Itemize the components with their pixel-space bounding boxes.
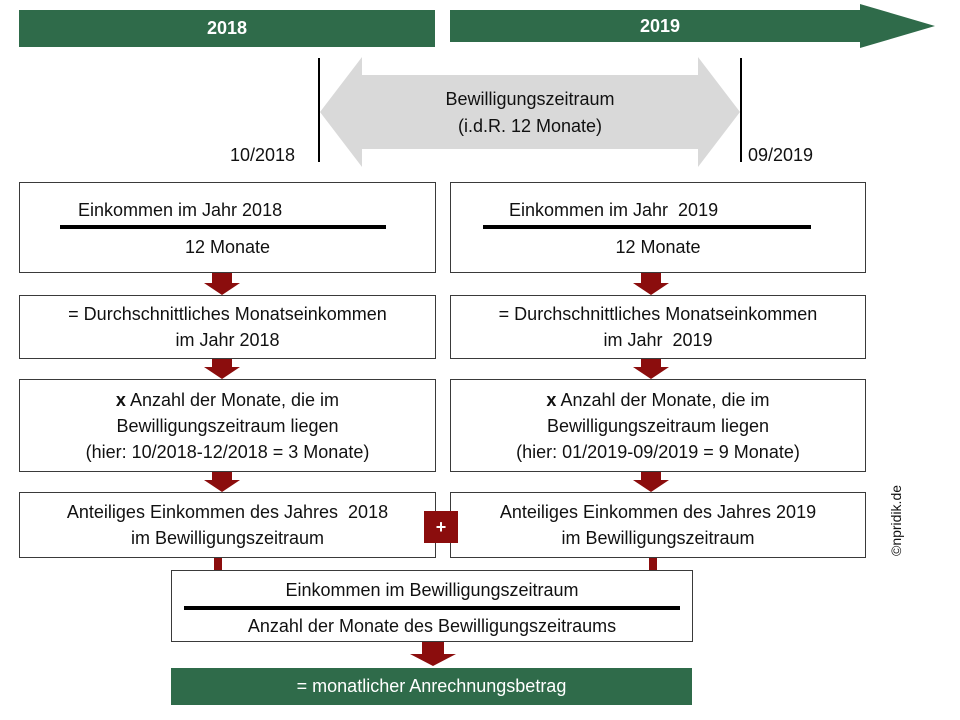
arrow-down-final [410,641,456,666]
left-multiply-line2: Bewilligungszeitraum liegen [116,415,339,436]
period-label: Bewilligungszeitraum [445,89,615,109]
arrow-down-left-1 [204,273,240,295]
right-multiply-sign: x [546,389,557,410]
arrow-down-left-3 [204,472,240,492]
left-share-line1: Anteiliges Einkommen des Jahres [66,502,339,522]
final-fraction-numerator: Einkommen im Bewilligungszeitraum [285,580,579,600]
result-label: = monatlicher Anrechnungsbetrag [296,676,567,696]
start-date: 10/2018 [230,145,296,165]
right-fraction-denominator: 12 Monate [615,237,701,257]
year-label-2019: 2019 [639,16,681,36]
copyright-text: ©npridik.de [888,484,904,556]
right-multiply-line3: (hier: 01/2019-09/2019 = 9 Monate) [516,441,800,462]
left-multiply-line1: Anzahl der Monate, die im [125,389,340,410]
left-fraction-denominator: 12 Monate [184,237,271,257]
right-multiply-line2: Bewilligungszeitraum liegen [546,415,770,436]
right-average-line1: = Durchschnittliches Monatseinkommen [498,304,818,324]
arrow-down-right-1 [633,273,669,295]
left-multiply-line3: (hier: 10/2018-12/2018 = 3 Monate) [85,441,370,462]
arrow-down-right-2 [633,359,669,379]
left-multiply-sign: x [115,389,126,410]
period-sublabel: (i.d.R. 12 Monate) [457,116,603,136]
final-fraction-box [171,570,693,642]
arrow-down-left-2 [204,359,240,379]
right-share-line1: Anteiliges Einkommen des Jahres 2019 [499,502,817,522]
left-average-line1: = Durchschnittliches Monatseinkommen [68,304,387,324]
left-average-line2: im Jahr 2018 [175,330,280,350]
final-fraction-line [184,606,680,610]
left-share-line2: im Bewilligungszeitraum [130,528,325,548]
result-bar [171,668,692,705]
left-fraction-numerator: Einkommen im Jahr 2018 [78,200,283,220]
arrow-down-right-3 [633,472,669,492]
year-label-2018: 2018 [206,18,248,38]
right-fraction-numerator: Einkommen im Jahr 2019 [509,200,719,220]
final-fraction-denominator: Anzahl der Monate des Bewilligungszeitraums [247,616,617,636]
end-date: 09/2019 [748,145,814,165]
right-average-line2: im Jahr 2019 [603,330,713,350]
right-share-line2: im Bewilligungszeitraum [561,528,755,548]
left-share-year: 2018 [348,502,389,522]
right-multiply-line1: Anzahl der Monate, die im [556,389,770,410]
plus-sign: + [424,511,458,543]
